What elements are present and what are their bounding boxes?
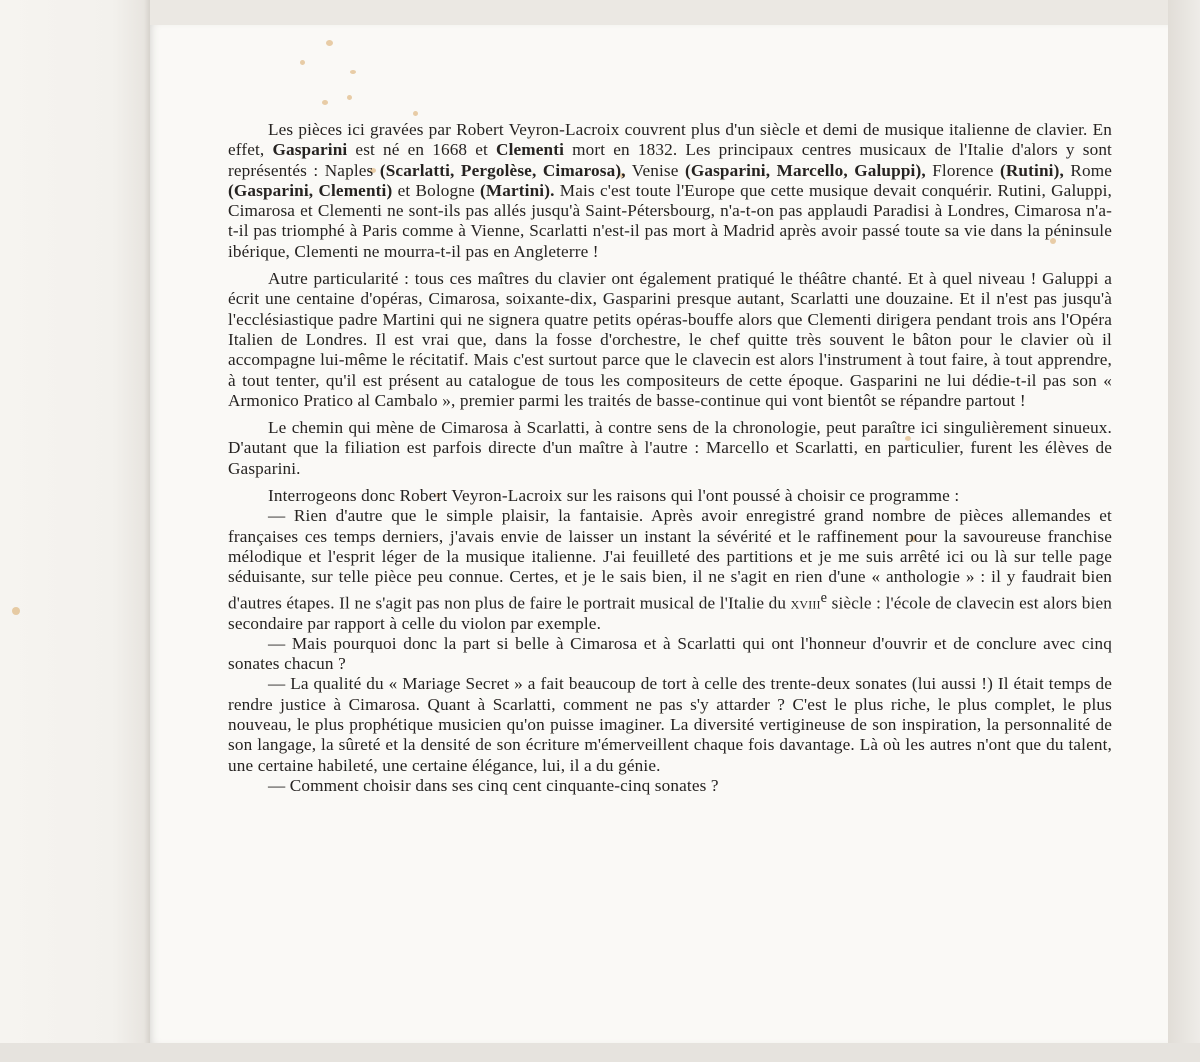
text-run: — Mais pourquoi donc la part si belle à Cimarosa et à Scarlatti qui ont l'honneur d'ouvrir et de conclure avec cinq sonates chacun ?: [228, 633, 1112, 674]
text-run: Les pièces ici gravées par Robert Veyron-Lacroix couvrent plus d'un siècle et demi de musique italienne de clavier. En effet,: [228, 120, 1112, 160]
paragraph-question-1: [228, 634, 1112, 675]
bold-name: Clementi: [496, 140, 565, 160]
foxing-spot: [326, 40, 333, 46]
essay-text: [228, 120, 1112, 796]
foxing-spot: [347, 95, 352, 100]
bold-name: (Gasparini, Marcello, Galuppi),: [684, 160, 926, 180]
paragraph-chemin: [228, 418, 1112, 479]
text-run: Rome: [1063, 160, 1112, 180]
bottom-scan-margin: [0, 1043, 1200, 1062]
paragraph-interrogeons: [228, 486, 1112, 506]
bold-name: (Martini).: [480, 180, 555, 200]
paragraph-intro: [228, 120, 1112, 262]
text-run: est né en 1668 et: [347, 140, 497, 160]
text-run: Mais c'est toute l'Europe que cette musique devait conquérir. Rutini, Galuppi, Cimarosa et Clementi ne sont-ils pas allés jusqu'à Saint-Pétersbourg, n'a-t-on pas applaudi Paradisi à Londres, Cimarosa n'a-t-il pas triomphé à Paris comme à Vienne, Scarlatti n'est-il pas mort à Madrid après avoir passé toute sa vie dans la péninsule ibérique, Clementi ne mourra-t-il pas en Angleterre !: [228, 180, 1112, 261]
text-run: — Comment choisir dans ses cinq cent cinquante-cinq sonates ?: [268, 775, 719, 795]
bold-name: (Scarlatti, Pergolèse, Cimarosa),: [379, 160, 626, 180]
text-run: siècle : l'école de clavecin est alors bien secondaire par rapport à celle du violon par exemple.: [228, 593, 1112, 633]
foxing-spot: [12, 607, 20, 615]
text-run: Venise: [625, 160, 685, 180]
text-run: Interrogeons donc Robert Veyron-Lacroix sur les raisons qui l'ont poussé à choisir ce programme :: [268, 486, 960, 506]
century-numeral: xviii: [790, 593, 821, 613]
text-run: Le chemin qui mène de Cimarosa à Scarlatti, à contre sens de la chronologie, peut paraître ici singulièrement sinueux. D'autant que la filiation est parfois directe d'un maître à l'autre : Marcello et Scarlatti, en particulier, furent les élèves de Gasparini.: [228, 418, 1112, 478]
text-run: Florence: [925, 160, 1000, 180]
foxing-spot: [350, 70, 356, 74]
bold-name: (Rutini),: [1000, 160, 1064, 180]
text-run: et Bologne: [392, 180, 481, 200]
text-run: Autre particularité : tous ces maîtres du clavier ont également pratiqué le théâtre chanté. Et à quel niveau ! Galuppi a écrit une centaine d'opéras, Cimarosa, soixante-dix, Gasparini presque autant, Scarlatti une douzaine. Et il n'est pas jusqu'à l'ecclésiastique padre Martini qui ne signera quatre petits opéras-bouffe alors que Clementi dirigera pendant trois ans l'Opéra Italien de Londres. Il est vrai que, dans la fosse d'orchestre, le chef quitte très souvent le bâton pour le clavier où il accompagne lui-même le récitatif. Mais c'est surtout parce que le clavecin est alors l'instrument à tout faire, à tout apprendre, à tout tenter, qu'il est présent au catalogue de tous les compositeurs de cette époque. Gasparini ne lui dédie-t-il pas son « Armonico Pratico al Cambalo », premier parmi les traités de basse-continue qui vont bientôt se répandre partout !: [228, 269, 1112, 410]
bold-name: Gasparini: [272, 140, 348, 160]
foxing-spot: [413, 111, 418, 116]
foxing-spot: [300, 60, 305, 65]
paragraph-reponse-1: [228, 506, 1112, 634]
paragraph-particularite: [228, 269, 1112, 411]
foxing-spot: [322, 100, 328, 105]
ordinal-superscript: e: [820, 589, 828, 606]
bold-name: (Gasparini, Clementi): [228, 180, 393, 200]
left-page-edge: [0, 0, 150, 1062]
right-scan-margin: [1168, 0, 1200, 1062]
text-run: — La qualité du « Mariage Secret » a fait beaucoup de tort à celle des trente-deux sonates (lui aussi !) Il était temps de rendre justice à Cimarosa. Quant à Scarlatti, comment ne pas s'y attarder ? C'est le plus riche, le plus complet, le plus nouveau, le plus prophétique musicien qu'on puisse imaginer. La diversité vertigineuse de son inspiration, la personnalité de son langage, la sûreté et la densité de son écriture m'émerveillent chaque fois davantage. Là où les autres n'ont que du talent, une certaine habileté, une certaine élégance, lui, il a du génie.: [228, 674, 1112, 775]
text-run: mort en 1832. Les principaux centres musicaux de l'Italie d'alors y sont représentés : Naples: [228, 140, 1112, 180]
paragraph-question-2: [228, 776, 1112, 796]
paragraph-reponse-2: [228, 674, 1112, 775]
text-run: — Rien d'autre que le simple plaisir, la fantaisie. Après avoir enregistré grand nombre de pièces allemandes et françaises ces temps derniers, j'avais envie de laisser un instant la sévérité et le raffinement pour la savoureuse franchise mélodique et l'esprit léger de la musique italienne. J'ai feuilleté des partitions et je me suis arrêté ici ou là sur telle page séduisante, sur telle pièce peu connue. Certes, et je le sais bien, il ne s'agit en rien d'une « anthologie » : il y faudrait bien d'autres étapes. Il ne s'agit pas non plus de faire le portrait musical de l'Italie du: [228, 506, 1112, 613]
